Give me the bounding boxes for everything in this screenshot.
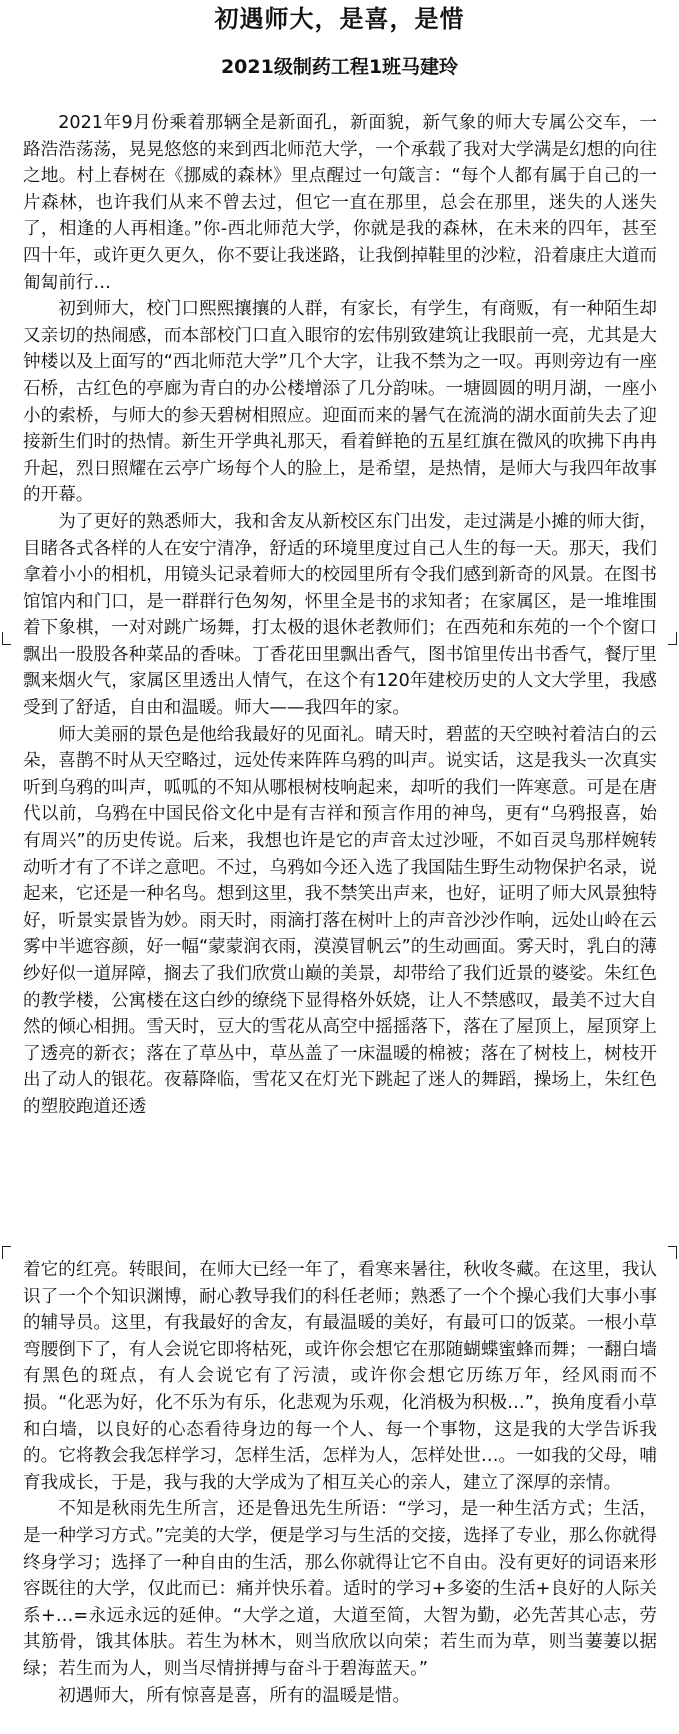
page-one-body (23, 110, 657, 1121)
author-line: 2021级制药工程1班马建玲 (220, 56, 459, 78)
paragraph-closing: 初遇师大，所有惊喜是喜，所有的温暖是惜。 (58, 1685, 411, 1706)
page-corner-mark (2, 1246, 11, 1259)
paragraph-scenery-continued: 着它的红亮。转眼间，在师大已经一年了，看寒来暑往，秋收冬藏。在这里，我认识了一个个知识渊博，耐心教导我们的科任老师；熟悉了一个个操心我们大事小事的辅导员。这里，有我最好的舍友，有最温暖的美好，有最可口的饭菜。一根小草弯腰倒下了，有人会说它即将枯死，或许你会想它在那随蝴蝶蜜蜂而舞；一翻白墙有黑色的斑点，有人会说它有了污渍，或许你会想它历练万年，经风雨而不损。“化恶为好，化不乐为有乐，化悲观为乐观，化消极为积极…”，换角度看小草和白墙，以良好的心态看待身边的每一个人、每一个事物，这是我的大学告诉我的。它将教会我怎样学习，怎样生活，怎样为人，怎样处世…。一如我的父母，哺育我成长，于是，我与我的大学成为了相互关心的亲人，建立了深厚的亲情。 (23, 1260, 658, 1493)
page-corner-mark (2, 632, 11, 645)
paragraph-campus-gate: 初到师大，校门口熙熙攘攘的人群，有家长，有学生，有商贩，有一种陌生却又亲切的热闹感，而本部校门口直入眼帘的宏伟别致建筑让我眼前一亮，尤其是大钟楼以及上面写的“西北师范大学”几个大字，让我不禁为之一叹。再则旁边有一座石桥，古红色的亭廊为青白的办公楼增添了几分韵味。一塘圆圆的明月湖，一座小小的索桥，与师大的参天碧树相照应。迎面而来的暑气在流淌的湖水面前失去了迎接新生们时的热情。新生开学典礼那天，看着鲜艳的五星红旗在微风的吹拂下冉冉升起，烈日照耀在云亭广场每个人的脸上，是希望，是热情，是师大与我四年故事的开幕。 (23, 299, 658, 506)
essay-title: 初遇师大，是喜，是惜 (214, 5, 465, 33)
paragraph-learning: 不知是秋雨先生所言，还是鲁迅先生所语：“学习，是一种生活方式；生活，是一种学习方式。”完美的大学，便是学习与生活的交接，选择了专业，那么你就得终身学习；选择了一种自由的生活，那么你就得让它不自由。没有更好的词语来形容既往的大学，仅此而已：痛并快乐着。适时的学习+多姿的生活+良好的人际关系+…=永远永远的延伸。“大学之道，大道至简，大智为勤，必先苦其心志，劳其筋骨，饿其体肤。若生为林木，则当欣欣以向荣；若生而为草，则当萋萋以据绿；若生而为人，则当尽情拼搏与奋斗于碧海蓝天。” (23, 1499, 657, 1679)
paragraph-exploring: 为了更好的熟悉师大，我和舍友从新校区东门出发，走过满是小摊的师大街，目睹各式各样的人在安宁清净，舒适的环境里度过自己人生的每一天。那天，我们拿着小小的相机，用镜头记录着师大的校园里所有令我们感到新奇的风景。在图书馆馆内和门口，是一群群行色匆匆，怀里全是书的求知者；在家属区，是一堆堆围着下象棋，一对对跳广场舞，打太极的退休老教师们；在西苑和东苑的一个个窗口飘出一股股各种菜品的香味。丁香花田里飘出香气，图书馆里传出书香气，餐厅里飘来烟火气，家属区里透出人情气，在这个有120年建校历史的人文大学里，我感受到了舒适，自由和温暖。师大——我四年的家。 (23, 511, 657, 719)
paragraph-scenery: 师大美丽的景色是他给我最好的见面礼。晴天时，碧蓝的天空映衬着洁白的云朵，喜鹊不时从天空略过，远处传来阵阵乌鸦的叫声。说实话，这是我头一次真实听到乌鸦的叫声，呱呱的不知从哪根树枝响起来，却听的我们一阵寒意。可是在唐代以前，乌鸦在中国民俗文化中是有吉祥和预言作用的神鸟，更有“乌鸦报喜，始有周兴”的历史传说。后来，我想也许是它的声音太过沙哑，不如百灵鸟那样婉转动听才有了不详之意吧。不过，乌鸦如今还入选了我国陆生野生动物保护名录，说起来，它还是一种名鸟。想到这里，我不禁笑出声来，也好，证明了师大风景独特好，听景实景皆为妙。雨天时，雨滴打落在树叶上的声音沙沙作响，远处山岭在云雾中半遮容颜，好一幅“蒙蒙润衣雨，漠漠冒帆云”的生动画面。雾天时，乳白的薄纱好似一道屏障，搁去了我们欣赏山巅的美景，却带给了我们近景的婆娑。朱红色的教学楼，公寓楼在这白纱的缭绕下显得格外妖娆，让人不禁感叹，最美不过大自然的倾心相拥。雪天时，豆大的雪花从高空中摇摇落下，落在了屋顶上，屋顶穿上了透亮的新衣；落在了草丛中，草丛盖了一床温暖的棉被；落在了树枝上，树枝开出了动人的银花。夜幕降临，雪花又在灯光下跳起了迷人的舞蹈，操场上，朱红色的塑胶跑道还透 (23, 724, 658, 1117)
page-two-body (23, 1257, 657, 1709)
page-corner-mark (668, 632, 677, 645)
paragraph-arrival: 2021年9月份乘着那辆全是新面孔，新面貌，新气象的师大专属公交车，一路浩浩荡荡，晃晃悠悠的来到西北师范大学，一个承载了我对大学满是幻想的向往之地。村上春树在《挪威的森林》里点醒过一句箴言：“每个人都有属于自己的一片森林，也许我们从来不曾去过，但它一直在那里，总会在那里，迷失的人迷失了，相逢的人再相逢。”你-西北师范大学，你就是我的森林，在未来的四年，甚至四十年，或许更久更久，你不要让我迷路，让我倒掉鞋里的沙粒，沿着康庄大道而匍匐前行… (23, 113, 657, 293)
page-corner-mark (668, 1246, 677, 1259)
